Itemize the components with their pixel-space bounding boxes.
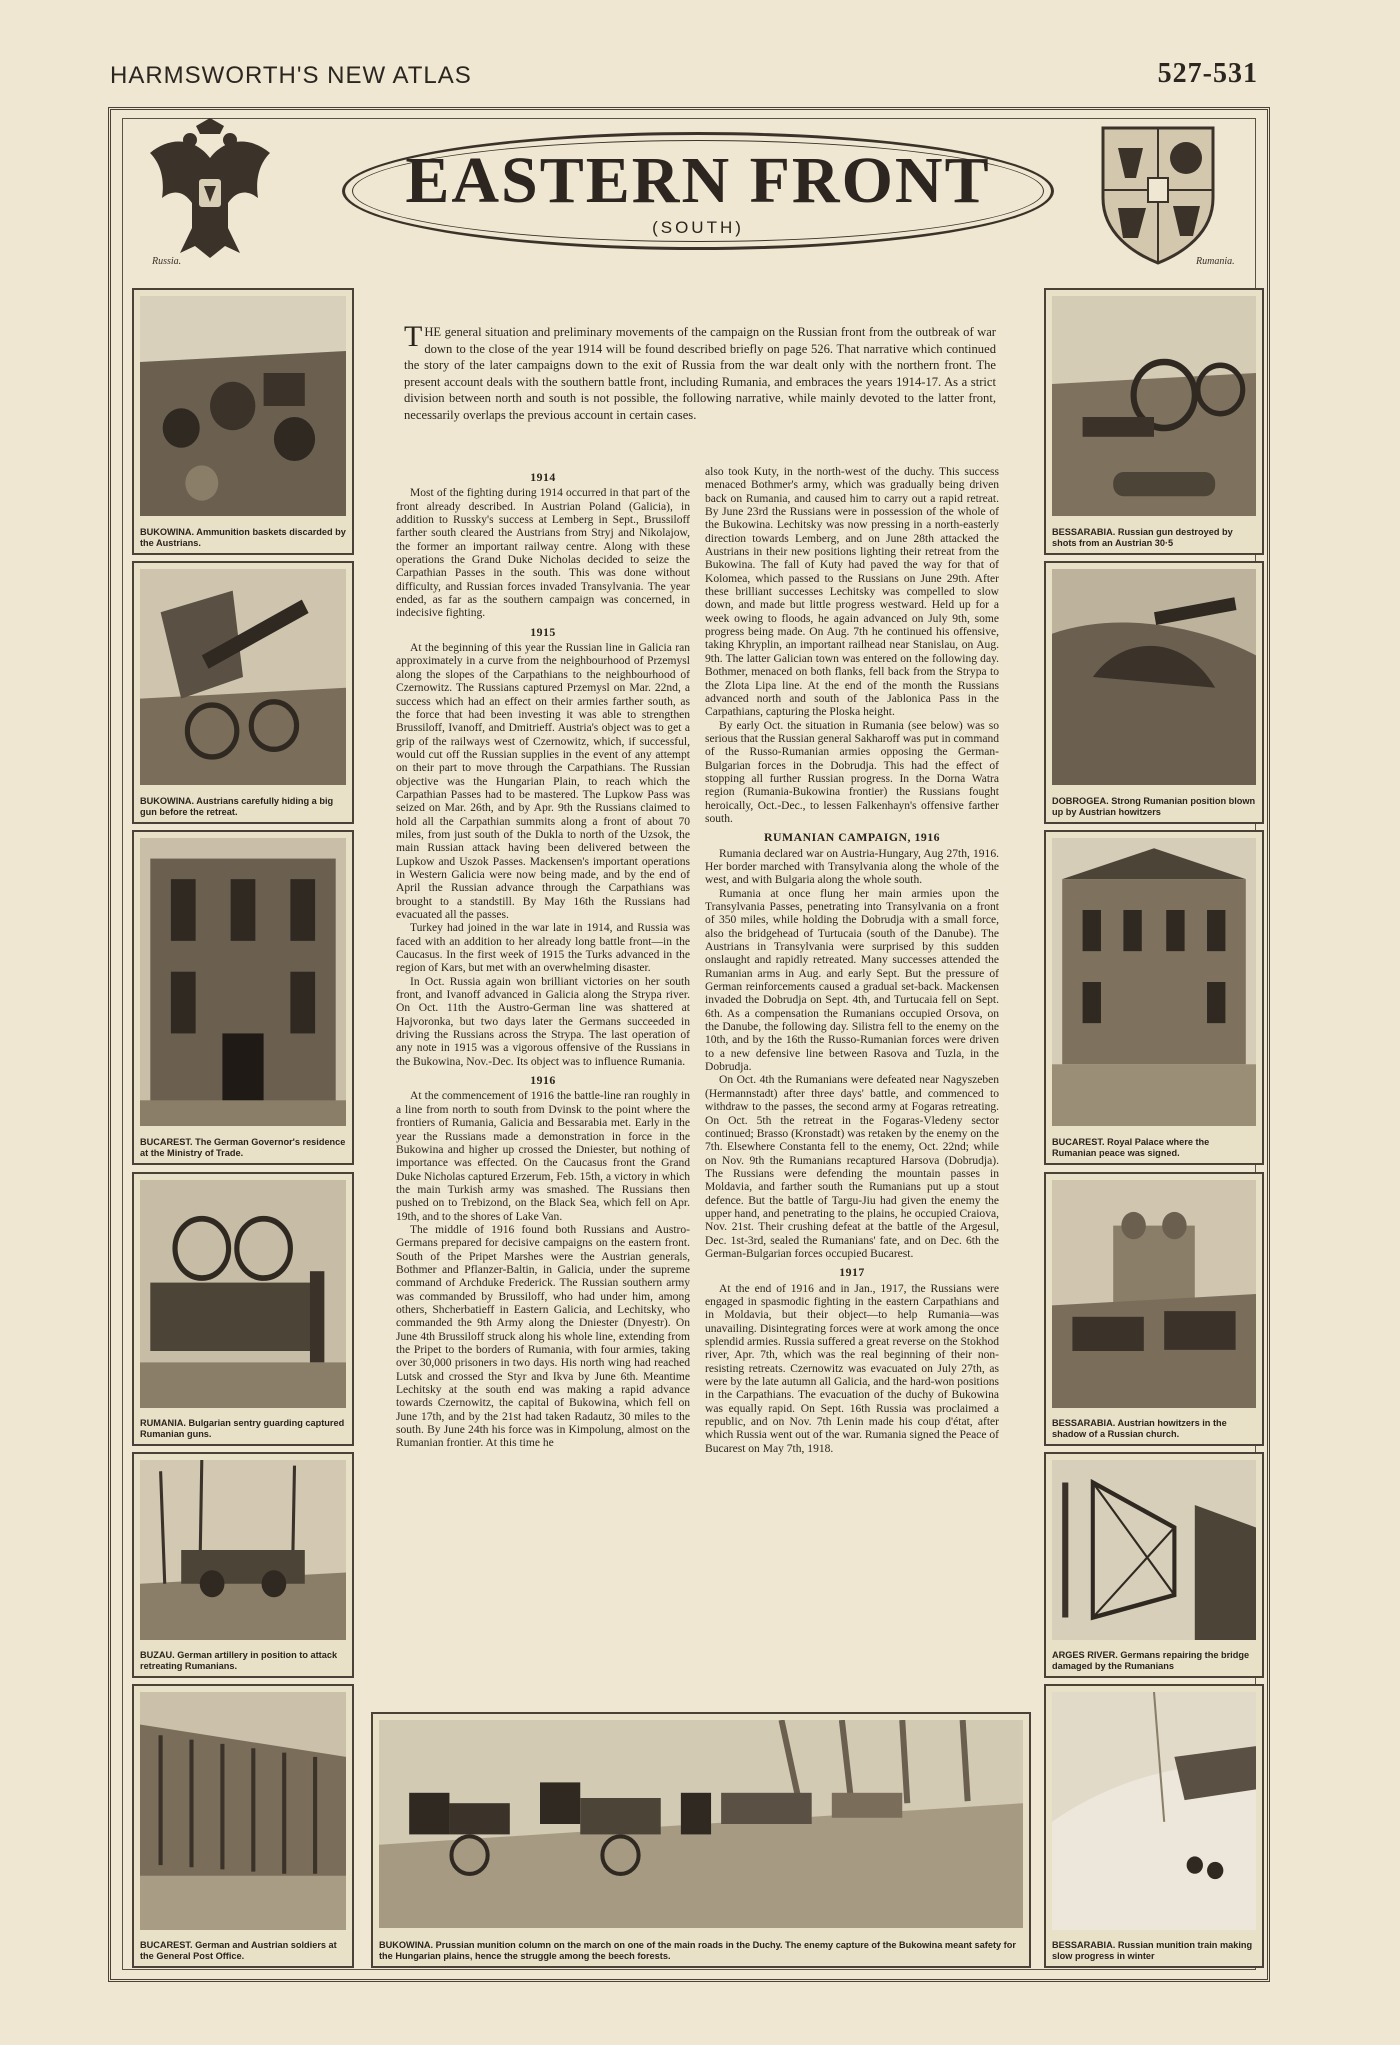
photo-general-post-office — [132, 1684, 354, 1968]
photo-royal-palace — [1044, 830, 1264, 1165]
photo-howitzers-church — [1044, 1172, 1264, 1446]
caption: ARGES RIVER. Germans repairing the bridge damaged by the Rumanians — [1052, 1649, 1250, 1671]
caption: BUZAU. German artillery in position to attack retreating Rumanians. — [140, 1649, 338, 1671]
caption: BUKOWINA. Prussian munition column on the march on one of the main roads in the Duchy. The enemy capture of the Bukowina meant safety for the Hungarian plains, hence the struggle among the beech forests. — [379, 1939, 1016, 1961]
photo-image — [140, 1180, 346, 1408]
photo-image — [140, 1692, 346, 1930]
caption: RUMANIA. Bulgarian sentry guarding captured Rumanian guns. — [140, 1417, 345, 1439]
photo-image — [1052, 1692, 1256, 1930]
photo-ammunition-baskets — [132, 288, 354, 555]
caption: DOBROGEA. Strong Rumanian position blown up by Austrian howitzers — [1052, 795, 1256, 817]
photo-image — [1052, 569, 1256, 785]
photo-big-gun — [132, 561, 354, 824]
section-heading-1917: 1917 — [839, 1265, 865, 1280]
caption: BUKOWINA. Austrians carefully hiding a big gun before the retreat. — [140, 795, 334, 817]
caption: BESSARABIA. Austrian howitzers in the shadow of a Russian church. — [1052, 1417, 1227, 1439]
text-column-right — [705, 466, 999, 1456]
photo-image — [140, 296, 346, 516]
rumania-shield-crest — [1088, 118, 1228, 268]
paragraph: At the commencement of 1916 the battle-line ran roughly in a line from north to south from Dvinsk to the point where the frontiers of Rumania, Galicia and Bessarabia met. Early in the year the Russians made a demonstration in force in the Bukowina and higher up crossed the Dniester, but nothing of importance was effected. On the Caucasus front the Grand Duke Nicholas captured Erzerum, Feb. 15th, a victory in which the main Turkish army was smashed. The Russians then pushed on to Trebizond, on the Black Sea, which fell on Apr. 19th, and to the shores of Lake Van. — [396, 1090, 690, 1223]
paragraph: The middle of 1916 found both Russians and Austro-Germans prepared for decisive campaigns on the eastern front. South of the Pripet Marshes were the Austrian generals, Bothmer and Pflanzer-Baltin, in Galicia, under the supreme command of Archduke Frederick. The Russian southern army was commanded by Brussiloff, who had under him, among others, Shcherbatieff in Eastern Galicia, and Lechitsky, who commanded the 9th Army along the Dniester (Dnyestr). On June 4th Brussiloff struck along his whole line, extending from the Pripet to the borders of Rumania, with four armies, taking over 30,000 prisoners in two days. His north wing had reached Lutsk and crossed the Styr and Ikva by June 6th. Meantime Lechitsky at the south end was making a rapid advance towards Czernowitz, the capital of Bukowina, which fell on June 17th, and by the 21st had taken Radautz, 30 miles to the south. By June 24th his force was in Kimpolung, almost on the Rumanian frontier. At this time he — [396, 1223, 690, 1450]
page-number: 527-531 — [1157, 58, 1258, 89]
intro-text: HE general situation and preliminary movements of the campaign on the Russian front from the outbreak of war down to the close of the year 1914 will be found described briefly on page 526. That narrative which continued the story of the later campaigns down to the exit of Russia from the war dealt only with the northern front. The present account deals with the southern battle front, including Rumania, and embraces the years 1914-17. As a strict division between north and south is not possible, the following narrative, while mainly devoted to the latter front, necessarily overlaps the previous account in certain cases. — [404, 325, 996, 422]
paragraph: Turkey had joined in the war late in 1914, and Russia was faced with an addition to her already long battle front—in the Caucasus. In the first week of 1915 the Turks advanced in the region of Kars, but met with an overwhelming disaster. — [396, 922, 690, 975]
photo-image — [140, 569, 346, 785]
paragraph-continued: also took Kuty, in the north-west of the duchy. This success menaced Bothmer's army, which was gradually being driven back on Rumania, and caused him to carry out a rapid retreat. By June 23rd the Russians were in possession of the whole of the Bukowina. Lechitsky was now pressing in a north-easterly direction towards Lemberg, and on June 28th attacked the Austrians in their new positions lighting their retreat from the Bukowina. The fall of Kuty had paved the way for that of Kolomea, which passed to the Russians on June 29th. After these brilliant successes Lechitsky was compelled to slow down, and made but little progress westward. Held up for a week owing to floods, he again advanced on July 9th, some progress being made. On Aug. 7th he continued his offensive, taking Khryplin, an important railhead near Stanislau, on Aug. 9th. The latter Galician town was entered on the following day. Bothmer, menaced on both flanks, fell back from the Strypa to the Zlota Lipa line. At the end of the month the Russians advanced north and south of the Jablonica Pass in the Carpathians, capturing the Ploska height. — [705, 466, 999, 719]
caption: BESSARABIA. Russian gun destroyed by shots from an Austrian 30·5 — [1052, 526, 1233, 548]
paragraph: Rumania at once flung her main armies upon the Transylvania Passes, penetrating into Transylvania on a front of 350 miles, while holding the Dobrudja with a small force, also the bridgehead of Turtucaia (south of the Danube). The Austrians in Transylvania were surprised by this sudden onslaught and rapidly retreated. Many successes attended the Rumanian arms in Aug. and early Sept. But the pressure of German reinforcements caused a gradual set-back. Mackensen invaded the Dobrudja on Sept. 4th, and Turtucaia fell on Sept. 6th. As a compensation the Rumanians occupied Orsova, on the Danube, the following day. Silistra fell to the enemy on the 10th, and by the 16th the Russo-Rumanian forces were driven to a new defensive line between Rasova and Tuzla, in the Dobrudja. — [705, 887, 999, 1074]
photo-image — [1052, 838, 1256, 1126]
crest-label-rumania: Rumania. — [1196, 256, 1235, 267]
caption: BUCAREST. Royal Palace where the Rumanian peace was signed. — [1052, 1136, 1210, 1158]
section-heading-rumanian-campaign: RUMANIAN CAMPAIGN, 1916 — [763, 830, 941, 845]
intro-paragraph — [404, 320, 996, 424]
photo-image — [1052, 1180, 1256, 1408]
photo-destroyed-gun — [1044, 288, 1264, 555]
text-column-left — [396, 466, 690, 1451]
photo-governor-residence — [132, 830, 354, 1165]
photo-arges-bridge — [1044, 1452, 1264, 1678]
section-heading-1916: 1916 — [530, 1073, 556, 1088]
crest-label-russia: Russia. — [152, 256, 182, 267]
photo-image — [140, 838, 346, 1126]
photo-captured-guns — [132, 1172, 354, 1446]
section-heading-1915: 1915 — [530, 624, 556, 639]
caption: BUKOWINA. Ammunition baskets discarded by the Austrians. — [140, 526, 346, 548]
photo-munition-train-winter — [1044, 1684, 1264, 1968]
photo-position-blown-up — [1044, 561, 1264, 824]
photo-prussian-munition-column — [371, 1712, 1031, 1968]
caption: BUCAREST. German and Austrian soldiers at the General Post Office. — [140, 1939, 337, 1961]
photo-image — [140, 1460, 346, 1640]
paragraph: Most of the fighting during 1914 occurred in that part of the front already described. In Austrian Poland (Galicia), in addition to Russky's success at Lemberg in Sept., Brussiloff farther south cleared the Austrians from Stryj and Nikolajow, the former an important railway centre. Along with these operations the Grand Duke Nicholas decided to seize the Carpathian Passes in the south. This was done without difficulty, and Russian forces invaded Transylvania. The year ended, as far as the southern campaign was concerned, in indecisive fighting. — [396, 487, 690, 620]
paragraph: By early Oct. the situation in Rumania (see below) was so serious that the Russian general Sakharoff was put in command of the Russo-Rumanian armies opposing the German-Bulgarian forces in the Dobrudja. This had the effect of stopping all further Russian progress. In the Dorna Watra region (Rumania-Bukowina frontier) the Russians fought heroically, Oct.-Dec., to lessen Falkenhayn's offensive farther south. — [705, 719, 999, 825]
paragraph: In Oct. Russia again won brilliant victories on her south front, and Ivanoff advanced in Galicia along the Strypa river. On Oct. 11th the Austro-German line was shattered at Hajvoronka, but two days later the Germans succeeded in driving the Russians across the Strypa. The last operation of any note in 1915 was a vigorous offensive of the Russians in the Bukowina, Nov.-Dec. Its object was to influence Rumania. — [396, 975, 690, 1068]
paragraph: At the end of 1916 and in Jan., 1917, the Russians were engaged in spasmodic fighting in the eastern Carpathians and in Moldavia, but their object—to help Rumania—was unavailing. Disintegrating forces were at work among the once splendid armies. Russia suffered a great reverse on the Stokhod river, Apr. 7th, which was the real beginning of their non-resisting retreats. Czernowitz was evacuated on July 27th, as were by the late autumn all Galicia, and the hard-won positions in the Carpathians. The evacuation of the duchy of Bukowina was equally rapid. On Sept. 16th Russia was proclaimed a republic, and on Nov. 7th Lenin made his coup d'état, after which Russia went out of the war. Rumania signed the Peace of Bucarest on May 7th, 1918. — [705, 1282, 999, 1455]
caption: BESSARABIA. Russian munition train making slow progress in winter — [1052, 1939, 1253, 1961]
section-heading-1914: 1914 — [530, 470, 556, 484]
caption: BUCAREST. The German Governor's residence at the Ministry of Trade. — [140, 1136, 346, 1158]
dropcap: T — [404, 320, 423, 353]
russia-eagle-crest — [140, 118, 280, 268]
running-head: HARMSWORTH'S NEW ATLAS — [110, 62, 472, 89]
photo-image — [1052, 1460, 1256, 1640]
paragraph: At the beginning of this year the Russian line in Galicia ran approximately in a curve from the neighbourhood of Przemysl along the slopes of the Carpathians to the neighbourhood of Czernowitz. The Russians captured Przemysl on Mar. 22nd, a success which had an effect on their armies farther south, as the force that had been investing it was able to strengthen Brussiloff, Ivanoff, and Dmitrieff. Austria's object was to get a grip of the railways west of Czernowitz, which, if successful, would cut off the Russian supplies in the event of any attempt on their part to move through the Carpathians. The Russian objective was the Hungarian Plain, to reach which the Carpathian Passes had to be mastered. The Lupkow Pass was seized on Mar. 26th, and by Apr. 9th the Russians claimed to hold all the Carpathian summits along a front of about 70 miles, from just south of the Dukla to north of the Uzsok, the main Russian attack having been delivered between the Lupkow and Uszok Passes. Mackensen's important operations in Western Galicia were now being made, and by the end of April the Russian advance through the Carpathians was brought to a standstill. By May 16th the Russians had evacuated all the passes. — [396, 642, 690, 921]
page-title: EASTERN FRONT — [405, 144, 991, 217]
photo-image — [1052, 296, 1256, 516]
paragraph: On Oct. 4th the Rumanians were defeated near Nagyszeben (Hermannstadt) after three days' battle, and commenced to withdraw to the passes, the second army at Fogaras retreating. On Oct. 5th the retreat in the Fogaras-Vledeny sector continued; Brasso (Kronstadt) was retaken by the enemy on the 7th. Elsewhere Constanta fell to the enemy, Oct. 22nd; while on Nov. 9th the Rumanians recaptured Harsova (Dobrudja). The Russians were defending the mountain passes in Moldavia, and farther south the Rumanians put up a stout defence. But the battle of Targu-Jiu had given the enemy the upper hand, and penetrating to the plains, he occupied Craiova, Nov. 21st. Their crushing defeat at the battle of the Argesul, Dec. 1st-3rd, sealed the Rumanians' fate, and on Dec. 6th the German-Bulgarian forces occupied Bucarest. — [705, 1074, 999, 1260]
page-subtitle: (SOUTH) — [652, 218, 744, 237]
photo-image — [379, 1720, 1023, 1928]
paragraph: Rumania declared war on Austria-Hungary, Aug 27th, 1916. Her border marched with Transylvania along the whole of the west, and with Bulgaria along the whole south. — [705, 847, 999, 887]
photo-artillery-buzau — [132, 1452, 354, 1678]
